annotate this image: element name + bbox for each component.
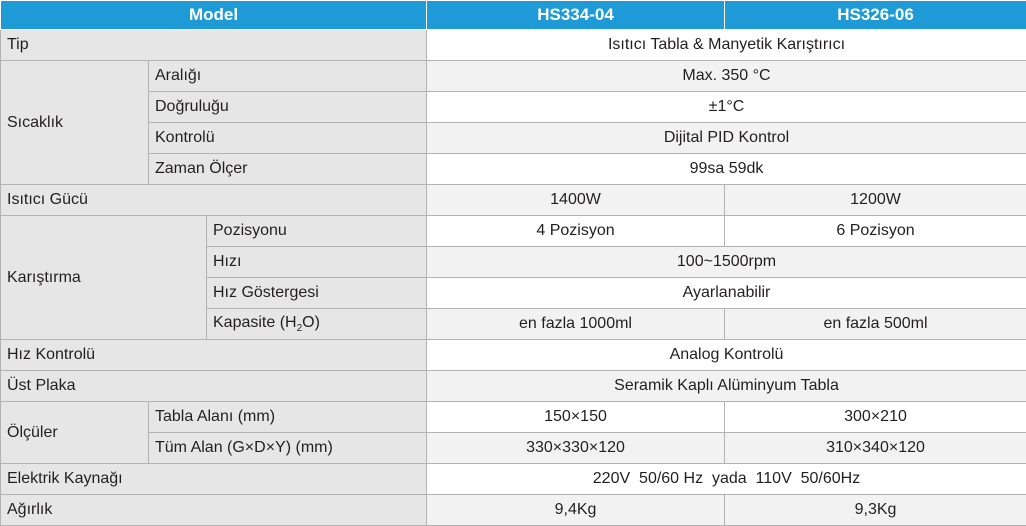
label-hiz-gostergesi: Hız Göstergesi <box>207 278 427 309</box>
label-araligi: Aralığı <box>149 61 427 92</box>
value-araligi: Max. 350 °C <box>427 61 1026 92</box>
label-kapasite-pre: Kapasite (H <box>213 314 297 331</box>
value-tabla-alani-hs326: 300×210 <box>725 402 1026 433</box>
row-sicaklik-dogrulugu <box>1 92 1026 123</box>
value-hiz-kontrolu: Analog Kontrolü <box>427 340 1026 371</box>
value-tum-alan-hs334: 330×330×120 <box>427 433 725 464</box>
label-hizi: Hızı <box>207 247 427 278</box>
label-tum-alan: Tüm Alan (G×D×Y) (mm) <box>149 433 427 464</box>
label-dogrulugu: Doğruluğu <box>149 92 427 123</box>
value-kapasite-hs326: en fazla 500ml <box>725 309 1026 340</box>
value-pozisyonu-hs334: 4 Pozisyon <box>427 216 725 247</box>
row-elektrik <box>1 464 1026 495</box>
label-isitici-gucu: Isıtıcı Gücü <box>1 185 427 216</box>
row-isitici-gucu <box>1 185 1026 216</box>
row-sicaklik-zaman <box>1 154 1026 185</box>
value-ust-plaka: Seramik Kaplı Alüminyum Tabla <box>427 371 1026 402</box>
label-kapasite-post: O) <box>302 314 320 331</box>
row-sicaklik-kontrolu <box>1 123 1026 154</box>
value-dogrulugu: ±1°C <box>427 92 1026 123</box>
label-ust-plaka: Üst Plaka <box>1 371 427 402</box>
label-zaman-olcer: Zaman Ölçer <box>149 154 427 185</box>
label-hiz-kontrolu: Hız Kontrolü <box>1 340 427 371</box>
label-olculer: Ölçüler <box>1 402 149 464</box>
value-tip: Isıtıcı Tabla & Manyetik Karıştırıcı <box>427 30 1026 61</box>
value-hizi: 100~1500rpm <box>427 247 1026 278</box>
value-kapasite-hs334: en fazla 1000ml <box>427 309 725 340</box>
row-agirlik <box>1 495 1026 526</box>
label-tabla-alani: Tabla Alanı (mm) <box>149 402 427 433</box>
label-pozisyonu: Pozisyonu <box>207 216 427 247</box>
row-sicaklik-araligi <box>1 61 1026 92</box>
value-pozisyonu-hs326: 6 Pozisyon <box>725 216 1026 247</box>
row-olculer-tum <box>1 433 1026 464</box>
value-agirlik-hs334: 9,4Kg <box>427 495 725 526</box>
row-olculer-tabla <box>1 402 1026 433</box>
row-hiz-kontrolu <box>1 340 1026 371</box>
value-zaman-olcer: 99sa 59dk <box>427 154 1026 185</box>
label-kapasite-sub: 2 <box>297 323 303 334</box>
header-row <box>1 1 1026 30</box>
value-isitici-gucu-hs326: 1200W <box>725 185 1026 216</box>
row-karistirma-pozisyonu <box>1 216 1026 247</box>
value-kontrolu: Dijital PID Kontrol <box>427 123 1026 154</box>
value-hiz-gostergesi: Ayarlanabilir <box>427 278 1026 309</box>
label-elektrik-kaynagi: Elektrik Kaynağı <box>1 464 427 495</box>
row-tip <box>1 30 1026 61</box>
label-tip: Tip <box>1 30 427 61</box>
label-kapasite <box>207 309 427 340</box>
value-tum-alan-hs326: 310×340×120 <box>725 433 1026 464</box>
value-isitici-gucu-hs334: 1400W <box>427 185 725 216</box>
header-model: Model <box>1 1 427 30</box>
value-agirlik-hs326: 9,3Kg <box>725 495 1026 526</box>
label-agirlik: Ağırlık <box>1 495 427 526</box>
value-tabla-alani-hs334: 150×150 <box>427 402 725 433</box>
header-hs326-06: HS326-06 <box>725 1 1026 30</box>
row-ust-plaka <box>1 371 1026 402</box>
header-hs334-04: HS334-04 <box>427 1 725 30</box>
label-sicaklik: Sıcaklık <box>1 61 149 185</box>
label-karistirma: Karıştırma <box>1 216 207 340</box>
label-kontrolu: Kontrolü <box>149 123 427 154</box>
value-elektrik-kaynagi: 220V 50/60 Hz yada 110V 50/60Hz <box>427 464 1026 495</box>
